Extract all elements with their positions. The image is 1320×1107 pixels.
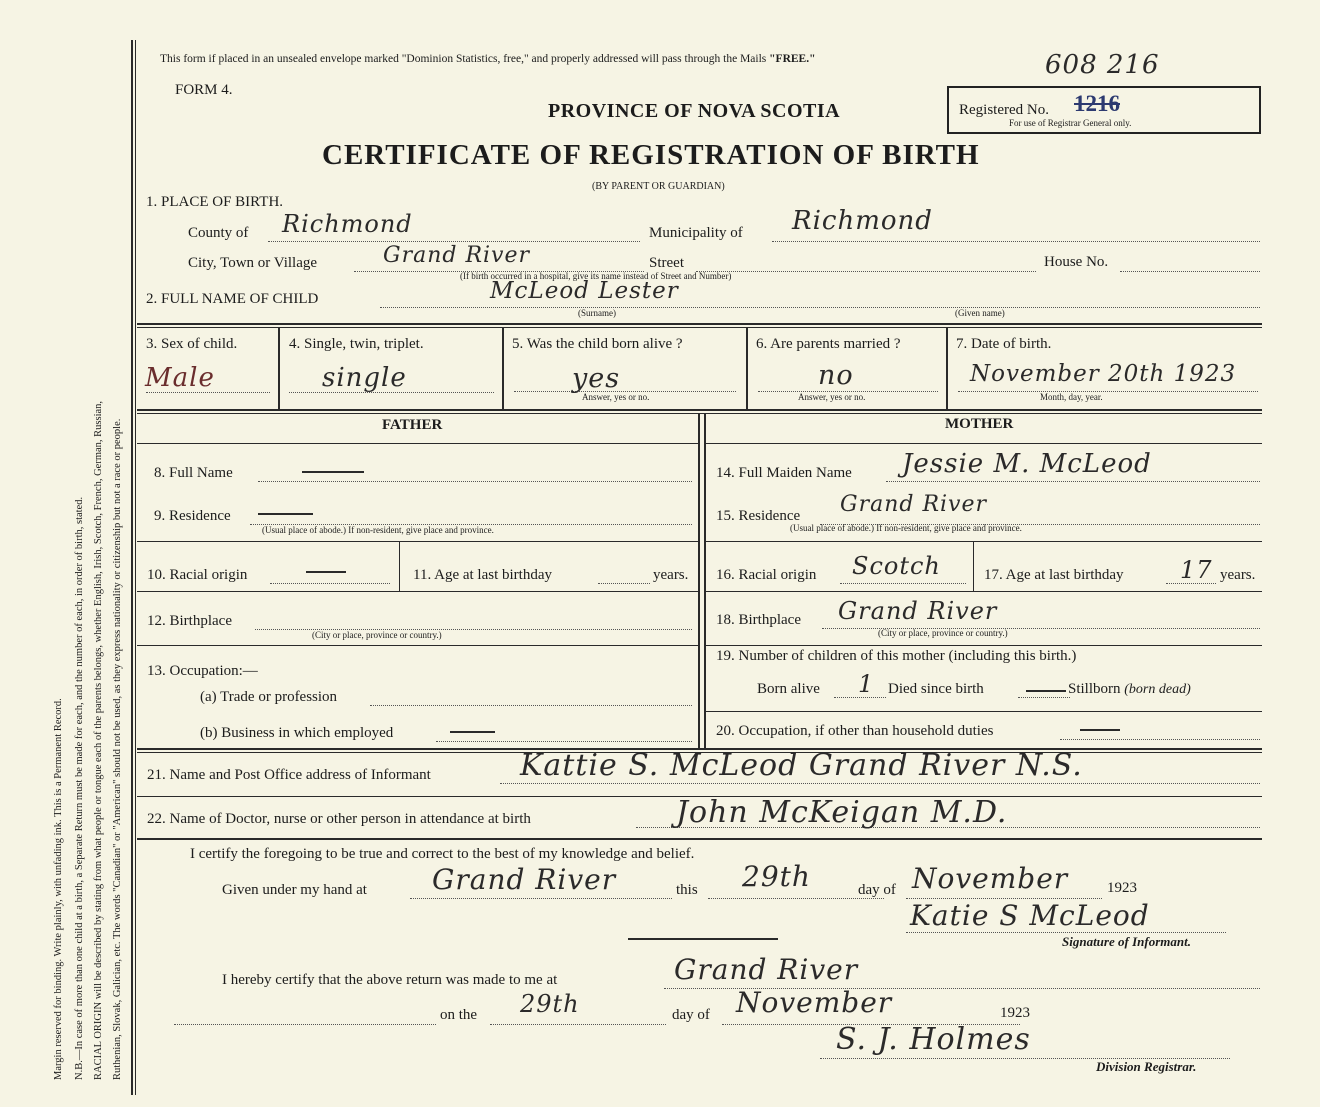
county-label: County of bbox=[188, 225, 249, 241]
married-value: no bbox=[818, 360, 854, 391]
certificate-title: CERTIFICATE OF REGISTRATION OF BIRTH bbox=[322, 139, 980, 171]
father-business-dash bbox=[450, 731, 495, 733]
mother-children-label: 19. Number of children of this mother (including this birth.) bbox=[716, 648, 1077, 664]
mother-birthplace-value: Grand River bbox=[838, 597, 998, 625]
mother-occupation-dash bbox=[1080, 729, 1120, 731]
father-trade-label: (a) Trade or profession bbox=[200, 689, 338, 705]
doctor-label: 22. Name of Doctor, nurse or other person in attendance at birth bbox=[147, 811, 531, 827]
father-name-dash bbox=[302, 471, 364, 473]
handwritten-number: 608 216 bbox=[1045, 50, 1160, 80]
father-residence-label: 9. Residence bbox=[154, 508, 231, 524]
parents-divider-left bbox=[698, 414, 700, 748]
rule-certify bbox=[137, 838, 1262, 840]
informant-line bbox=[500, 783, 1260, 784]
binding-line-inner bbox=[135, 40, 136, 1095]
informant-value: Kattie S. McLeod Grand River N.S. bbox=[520, 748, 1083, 783]
street-label: Street bbox=[649, 255, 684, 271]
dob-value: November 20th 1923 bbox=[970, 361, 1237, 387]
died-since-birth-line bbox=[1018, 697, 1070, 698]
mother-racial-age-divider bbox=[973, 541, 974, 591]
col-divider-5-6 bbox=[746, 328, 748, 410]
rule-items-3-7-inner bbox=[137, 327, 1262, 328]
given-place-line bbox=[410, 898, 672, 899]
form-number: FORM 4. bbox=[175, 82, 233, 98]
child-name-line bbox=[380, 307, 1260, 308]
father-business-line bbox=[436, 741, 692, 742]
born-alive-count-value: 1 bbox=[858, 670, 875, 698]
father-racial-age-divider bbox=[399, 541, 400, 591]
registrar-day-line bbox=[490, 1024, 666, 1025]
place-of-birth-label: 1. PLACE OF BIRTH. bbox=[146, 194, 284, 210]
rule-items-3-7 bbox=[137, 323, 1262, 325]
mother-birthplace-label: 18. Birthplace bbox=[716, 612, 801, 628]
informant-label: 21. Name and Post Office address of Informant bbox=[147, 767, 431, 783]
father-age-years: years. bbox=[653, 567, 689, 583]
mother-age-value: 17 bbox=[1180, 556, 1213, 584]
registered-value: 1216 bbox=[1074, 91, 1120, 116]
surname-note: (Surname) bbox=[578, 308, 616, 318]
father-occupation-label: 13. Occupation:— bbox=[147, 663, 258, 679]
mother-heading: MOTHER bbox=[945, 416, 1014, 432]
certify-text: I certify the foregoing to be true and correct to the best of my knowledge and belief. bbox=[190, 846, 695, 862]
registrar-day-of-label: day of bbox=[672, 1007, 710, 1023]
mail-notice: This form if placed in an unsealed envelope marked "Dominion Statistics, free," and properly addressed will pass through the Mails "FREE." bbox=[160, 53, 816, 65]
mother-rule-birthplace bbox=[706, 591, 1262, 592]
father-heading-rule bbox=[137, 443, 698, 444]
father-rule-racial bbox=[137, 541, 698, 542]
hospital-note: (If birth occurred in a hospital, give its name instead of Street and Number) bbox=[460, 271, 732, 281]
mother-birthplace-note: (City or place, province or country.) bbox=[878, 628, 1008, 638]
col-divider-4-5 bbox=[502, 328, 504, 410]
registered-box bbox=[947, 86, 1261, 134]
given-day-of-label: day of bbox=[858, 882, 896, 898]
rule-parents bbox=[137, 409, 1262, 411]
registered-label: Registered No. bbox=[959, 102, 1049, 118]
child-name-value: McLeod Lester bbox=[490, 278, 679, 304]
province-title: PROVINCE OF NOVA SCOTIA bbox=[548, 100, 841, 122]
informant-signature-line bbox=[906, 932, 1226, 933]
father-business-label: (b) Business in which employed bbox=[200, 725, 394, 741]
died-since-birth-dash bbox=[1026, 690, 1066, 692]
racial-note-1: RACIAL ORIGIN will be described by stating from what people or tongue each of the parents belongs, whether English, Irish, Scotch, French, German, Russian, bbox=[93, 400, 104, 1080]
doctor-value: John McKeigan M.D. bbox=[676, 795, 1008, 830]
registrar-day-value: 29th bbox=[520, 990, 580, 1018]
father-racial-label: 10. Racial origin bbox=[147, 567, 248, 583]
father-residence-note: (Usual place of abode.) If non-resident, give place and province. bbox=[262, 525, 494, 535]
father-age-label: 11. Age at last birthday bbox=[413, 567, 552, 583]
father-residence-dash bbox=[258, 513, 313, 515]
mother-occupation-line bbox=[1060, 739, 1260, 740]
mother-residence-note: (Usual place of abode.) If non-resident, give place and province. bbox=[790, 523, 1022, 533]
father-name-line bbox=[258, 481, 692, 482]
mother-racial-label: 16. Racial origin bbox=[716, 567, 817, 583]
col-divider-6-7 bbox=[946, 328, 948, 410]
informant-signature: Katie S McLeod bbox=[910, 899, 1150, 932]
municipality-label: Municipality of bbox=[649, 225, 743, 241]
nb-note: N.B.—In case of more than one child at a birth, a Separate Return must be made for each, and the number of each, in order of birth, stated. bbox=[74, 496, 85, 1080]
dob-line bbox=[958, 391, 1258, 392]
county-value: Richmond bbox=[282, 210, 413, 238]
married-label: 6. Are parents married ? bbox=[756, 336, 901, 352]
died-since-birth-label: Died since birth bbox=[888, 681, 984, 697]
county-line bbox=[268, 241, 640, 242]
registrar-note: For use of Registrar General only. bbox=[1009, 118, 1132, 128]
given-year: 1923 bbox=[1107, 880, 1137, 896]
registrar-place-value: Grand River bbox=[674, 953, 859, 986]
certify-separator bbox=[628, 938, 778, 940]
father-birthplace-label: 12. Birthplace bbox=[147, 613, 232, 629]
parents-divider-right bbox=[704, 414, 706, 748]
registrar-month-value: November bbox=[736, 986, 893, 1019]
street-line bbox=[696, 271, 1036, 272]
mother-name-label: 14. Full Maiden Name bbox=[716, 465, 852, 481]
born-alive-count-label: Born alive bbox=[757, 681, 820, 697]
house-line bbox=[1120, 271, 1260, 272]
given-month-value: November bbox=[912, 862, 1069, 895]
mother-name-line bbox=[886, 481, 1260, 482]
house-label: House No. bbox=[1044, 254, 1109, 270]
sex-label: 3. Sex of child. bbox=[146, 336, 238, 352]
registrar-certify-text: I hereby certify that the above return was made to me at bbox=[222, 972, 558, 988]
mother-rule-racial bbox=[706, 541, 1262, 542]
certificate-subtitle: (BY PARENT OR GUARDIAN) bbox=[592, 181, 725, 192]
given-place-value: Grand River bbox=[432, 863, 617, 896]
mother-racial-value: Scotch bbox=[852, 552, 941, 580]
dob-label: 7. Date of birth. bbox=[956, 336, 1052, 352]
mother-rule-occupation bbox=[706, 711, 1262, 712]
married-note: Answer, yes or no. bbox=[798, 392, 866, 402]
given-day-value: 29th bbox=[742, 860, 811, 893]
plurality-label: 4. Single, twin, triplet. bbox=[289, 336, 424, 352]
registrar-year: 1923 bbox=[1000, 1005, 1030, 1021]
father-racial-dash bbox=[306, 571, 346, 573]
father-rule-birthplace bbox=[137, 591, 698, 592]
registrar-signature-label: Division Registrar. bbox=[1096, 1059, 1197, 1074]
dob-note: Month, day, year. bbox=[1040, 392, 1103, 402]
mother-name-value: Jessie M. McLeod bbox=[902, 449, 1152, 479]
mother-heading-rule bbox=[706, 443, 1262, 444]
municipality-line bbox=[772, 241, 1260, 242]
mother-age-years: years. bbox=[1220, 567, 1256, 583]
mother-occupation-label: 20. Occupation, if other than household duties bbox=[716, 723, 994, 739]
mother-residence-value: Grand River bbox=[840, 492, 988, 517]
registrar-signature: S. J. Holmes bbox=[836, 1022, 1031, 1057]
binding-line bbox=[131, 40, 133, 1095]
mother-racial-line bbox=[840, 583, 966, 584]
city-label: City, Town or Village bbox=[188, 255, 318, 271]
father-rule-occupation bbox=[137, 645, 698, 646]
registrar-prefix-line bbox=[174, 1024, 436, 1025]
father-name-label: 8. Full Name bbox=[154, 465, 233, 481]
binding-note: Margin reserved for binding. Write plainly, with unfading ink. This is a Permanent Record. bbox=[53, 698, 64, 1080]
municipality-value: Richmond bbox=[792, 206, 933, 236]
given-name-note: (Given name) bbox=[955, 308, 1005, 318]
mother-residence-label: 15. Residence bbox=[716, 508, 801, 524]
informant-signature-label: Signature of Informant. bbox=[1062, 934, 1191, 949]
child-name-label: 2. FULL NAME OF CHILD bbox=[146, 291, 319, 307]
father-trade-line bbox=[370, 705, 692, 706]
stillborn-label: Stillborn (born dead) bbox=[1068, 681, 1191, 697]
born-alive-note: Answer, yes or no. bbox=[582, 392, 650, 402]
born-alive-label: 5. Was the child born alive ? bbox=[512, 336, 683, 352]
father-heading: FATHER bbox=[382, 417, 443, 433]
registrar-on-the-label: on the bbox=[440, 1007, 478, 1023]
father-racial-line bbox=[270, 583, 390, 584]
mother-age-label: 17. Age at last birthday bbox=[984, 567, 1124, 583]
mother-rule-children bbox=[706, 645, 1262, 646]
sex-value: Male bbox=[145, 363, 215, 393]
racial-note-2: Ruthenian, Slovak, Galician, etc. The words "Canadian" or "American" should not be used, as they express nationality or citizenship but not a race or people. bbox=[112, 418, 123, 1080]
father-age-line bbox=[598, 583, 650, 584]
father-birthplace-note: (City or place, province or country.) bbox=[312, 630, 442, 640]
born-alive-value: yes bbox=[572, 363, 621, 394]
given-under-hand-label: Given under my hand at bbox=[222, 882, 367, 898]
city-value: Grand River bbox=[383, 243, 531, 268]
plurality-value: single bbox=[322, 363, 407, 393]
given-this-label: this bbox=[676, 882, 698, 898]
col-divider-3-4 bbox=[278, 328, 280, 410]
